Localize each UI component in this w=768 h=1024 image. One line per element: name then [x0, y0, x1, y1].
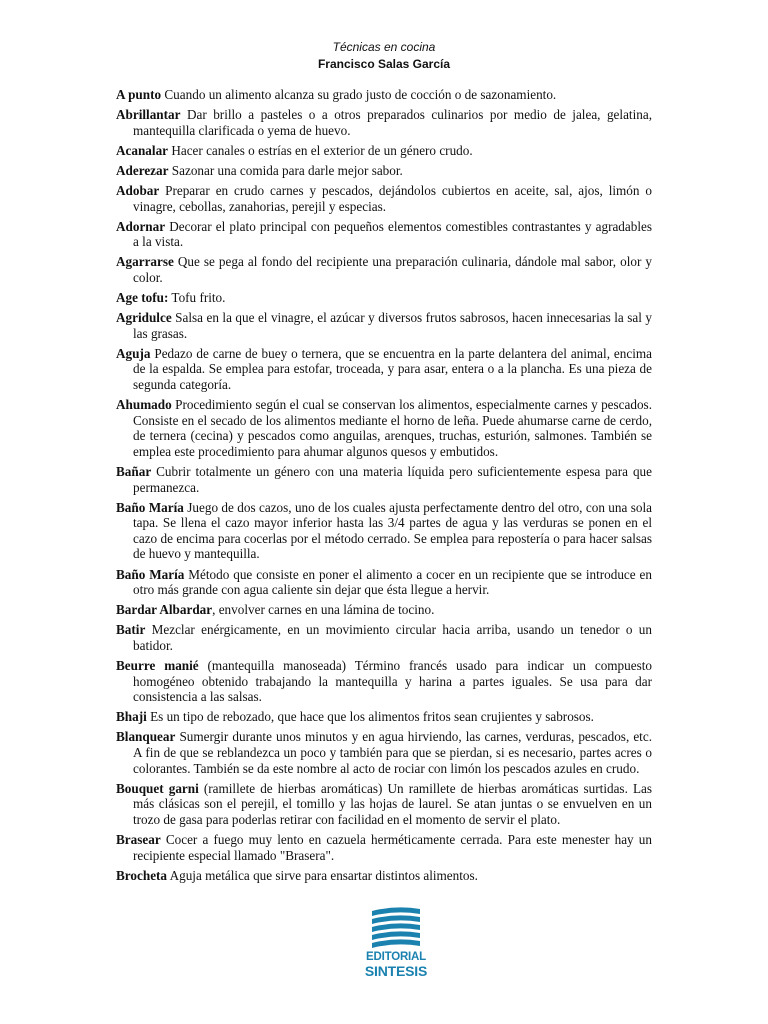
glossary-entry — [116, 310, 652, 341]
entry-definition: , envolver carnes en una lámina de tocino. — [212, 602, 435, 618]
glossary-entry — [116, 832, 652, 863]
entry-term: Aderezar — [116, 162, 169, 178]
entry-term: Acanalar — [116, 142, 169, 158]
entry-definition: Dar brillo a pasteles o a otros preparados culinarios por medio de jalea, gelatina, mantequilla clarificada o yema de huevo. — [133, 107, 652, 138]
glossary-entry — [116, 567, 652, 598]
logo-stripes-icon — [366, 905, 426, 949]
entry-term: Aguja — [116, 345, 151, 361]
entry-term: Ahumado — [116, 397, 172, 413]
glossary-entry — [116, 658, 652, 705]
entry-term: Bouquet garni — [116, 780, 199, 796]
glossary-entry — [116, 346, 652, 393]
page-header — [0, 40, 768, 72]
entry-term: Adobar — [116, 182, 160, 198]
entry-definition: Que se pega al fondo del recipiente una preparación culinaria, dándole mal sabor, olor y color. — [133, 254, 652, 285]
glossary-entry — [116, 500, 652, 562]
logo-line1: EDITORIAL — [366, 951, 426, 963]
glossary-entry — [116, 254, 652, 285]
glossary-entry — [116, 219, 652, 250]
entry-term: Bardar Albardar — [116, 602, 213, 618]
entry-definition: Cocer a fuego muy lento en cazuela herméticamente cerrada. Para este menester hay un recipiente especial llamado "Brasera". — [133, 831, 652, 863]
entry-definition: Preparar en crudo carnes y pescados, dejándolos cubiertos en aceite, sal, ajos, limón o vinagre, cebollas, zanahorias, perejil y especias. — [133, 182, 652, 214]
entry-definition: Procedimiento según el cual se conservan los alimentos, especialmente carnes y pescados. Consiste en el secado de los alimentos mediante el horno de leña. Puede ahumarse carne de cerdo, de ternera (cecina) y pescados como anguilas, arenques, truchas, esturión, salmones. También se emplea este procedimiento para ahumar algunos quesos y embutidos. — [133, 397, 652, 459]
entry-term: Baño María — [116, 499, 184, 515]
publisher-logo — [366, 905, 426, 985]
entry-term: Age tofu: — [116, 290, 169, 306]
entry-term: Agarrarse — [116, 254, 174, 270]
glossary-entry — [116, 781, 652, 828]
entry-definition: Es un tipo de rebozado, que hace que los alimentos fritos sean crujientes y sabrosos. — [146, 709, 594, 725]
glossary-entry — [116, 709, 652, 725]
glossary-entry — [116, 163, 652, 179]
entry-definition: Mezclar enérgicamente, en un movimiento circular hacia arriba, usando un tenedor o un batidor. — [133, 622, 652, 653]
entry-term: Abrillantar — [116, 107, 181, 123]
glossary-entry — [116, 87, 652, 103]
entry-definition: Aguja metálica que sirve para ensartar distintos alimentos. — [167, 867, 478, 883]
entry-definition: Sumergir durante unos minutos y en agua hirviendo, las carnes, verduras, pescados, etc. A fin de que se reblandezca un poco y también para que se pierdan, si es necesario, partes acres o colorantes. También se da este nombre al acto de rociar con limón los pescados azules en crudo. — [133, 729, 652, 776]
entry-definition: Pedazo de carne de buey o ternera, que se encuentra en la parte delantera del animal, encima de la espalda. Se emplea para estofar, troceada, y para asar, entera o a la plancha. Es una pieza de segunda categoría. — [133, 345, 652, 392]
entry-term: A punto — [116, 87, 162, 102]
glossary-list — [116, 87, 652, 888]
entry-definition: Sazonar una comida para darle mejor sabor. — [168, 162, 403, 178]
glossary-entry — [116, 183, 652, 214]
entry-term: Beurre manié — [116, 658, 199, 673]
entry-term: Bañar — [116, 463, 152, 479]
glossary-entry — [116, 602, 652, 618]
entry-definition: Cubrir totalmente un género con una materia líquida pero suficientemente espesa para que permanezca. — [133, 463, 652, 495]
entry-term: Batir — [116, 622, 146, 638]
glossary-entry — [116, 143, 652, 159]
entry-term: Blanquear — [116, 729, 176, 745]
entry-definition: Cuando un alimento alcanza su grado justo de cocción o de sazonamiento. — [161, 87, 557, 102]
entry-definition: Decorar el plato principal con pequeños elementos comestibles contrastantes y agradables a la vista. — [133, 218, 652, 250]
entry-definition: Tofu frito. — [168, 290, 226, 306]
entry-term: Agridulce — [116, 310, 172, 326]
logo-line2: SINTESIS — [364, 963, 428, 979]
entry-term: Adornar — [116, 218, 166, 234]
glossary-entry — [116, 397, 652, 459]
entry-definition: Salsa en la que el vinagre, el azúcar y diversos frutos sabrosos, hacen innecesarias la sal y las grasas. — [133, 310, 652, 341]
entry-definition: Hacer canales o estrías en el exterior de un género crudo. — [168, 142, 473, 158]
entry-definition: (mantequilla manoseada) Término francés usado para indicar un compuesto homogéneo obtenido trabajando la mantequilla y harina a partes iguales. Se usa para dar consistencia a las salsas. — [133, 658, 652, 705]
entry-term: Baño María — [116, 566, 185, 582]
entry-term: Bhaji — [116, 709, 147, 725]
entry-definition: Juego de dos cazos, uno de los cuales ajusta perfectamente dentro del otro, con una sola tapa. Se llena el cazo mayor inferior hasta las 3/4 partes de agua y las verduras se ponen en el cazo de encima para cocerlas por el método cerrado. Se emplea para repostería o para hacer salsas de huevo y mantequilla. — [133, 499, 652, 562]
glossary-entry — [116, 107, 652, 138]
glossary-entry — [116, 868, 652, 884]
entry-definition: Método que consiste en poner el alimento a cocer en un recipiente que se introduce en otro más grande con agua caliente sin dejar que ésta llegue a hervir. — [133, 566, 652, 598]
entry-term: Brocheta — [116, 867, 168, 883]
glossary-entry — [116, 622, 652, 653]
document-author: Francisco Salas García — [317, 57, 451, 71]
glossary-entry — [116, 290, 652, 306]
glossary-entry — [116, 729, 652, 776]
entry-term: Brasear — [116, 831, 161, 847]
glossary-entry — [116, 464, 652, 495]
document-title: Técnicas en cocina — [332, 40, 436, 54]
entry-definition: (ramillete de hierbas aromáticas) Un ramillete de hierbas aromáticas surtidas. Las más clásicas son el perejil, el tomillo y las hojas de laurel. Se atan juntas o se envuelven en un trozo de gasa para poderlas retirar con facilidad en el momento de servir el plato. — [133, 780, 652, 827]
